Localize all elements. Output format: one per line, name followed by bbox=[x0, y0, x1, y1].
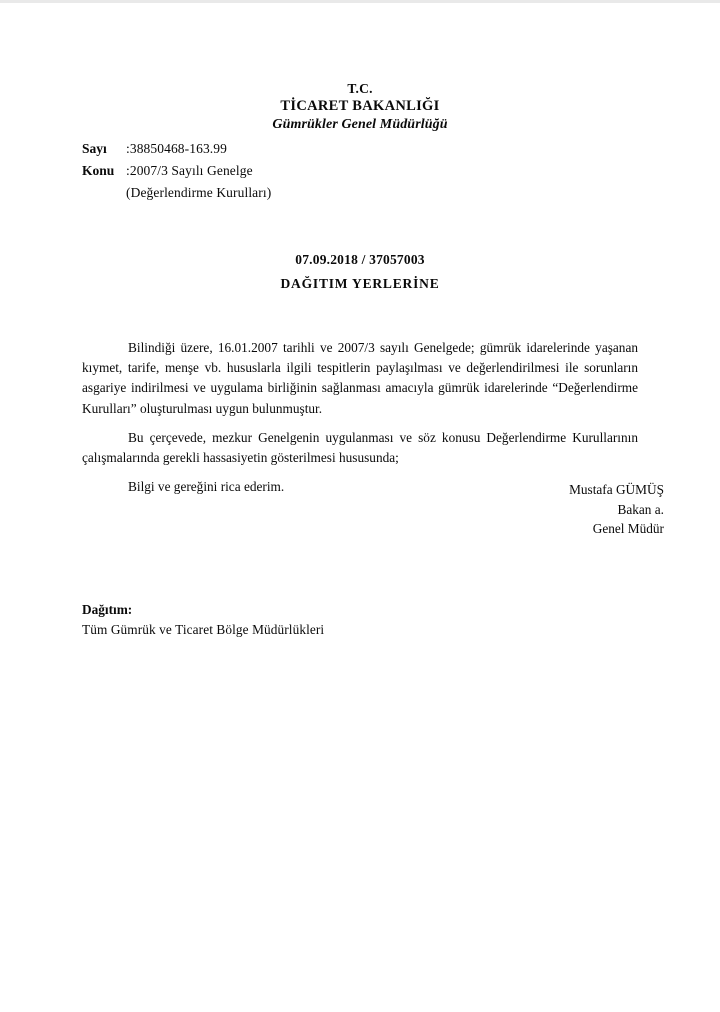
signature-block bbox=[382, 480, 664, 539]
meta-row-sayi bbox=[82, 138, 271, 160]
signatory-title-line-2: Genel Müdür bbox=[592, 521, 664, 537]
meta-value-konu-subject: (Değerlendirme Kurulları) bbox=[126, 184, 272, 200]
body-paragraph: Bilgi ve gereğini rica ederim. bbox=[128, 479, 285, 495]
document-date-and-number: 07.09.2018 / 37057003 bbox=[295, 252, 425, 267]
distribution-block bbox=[82, 600, 324, 640]
page-top-edge bbox=[0, 0, 720, 3]
letterhead-line-tc: T.C. bbox=[347, 81, 373, 96]
meta-row-konu bbox=[82, 160, 271, 182]
body-paragraph: Bu çerçevede, mezkur Genelgenin uygulanması ve söz konusu Değerlendirme Kurullarının çalışmalarında gerekli hassasiyetin gösterilmesi hususunda; bbox=[82, 429, 638, 466]
meta-value-sayi: :38850468-163.99 bbox=[126, 141, 227, 156]
meta-value-konu: :2007/3 Sayılı Genelge bbox=[126, 162, 253, 178]
body-paragraph: Bilindiği üzere, 16.01.2007 tarihli ve 2007/3 sayılı Genelgede; gümrük idarelerinde yaşanan kıymet, tarife, menşe vb. hususlarla ilgili tespitlerin paylaşılması ve değerlendirilmesi ile sorunların asgariye indirilmesi ve uygulama birliğinin sağlanması amacıyla gümrük idarelerinde “Değerlendirme Kurulları” oluşturulması uygun bulunmuştur. bbox=[82, 340, 638, 416]
signatory-name: Mustafa GÜMÜŞ bbox=[569, 482, 664, 497]
document-recipient: DAĞITIM YERLERİNE bbox=[280, 275, 440, 291]
meta-label-konu: Konu bbox=[82, 162, 115, 178]
document-body bbox=[82, 338, 638, 497]
distribution-item: Tüm Gümrük ve Ticaret Bölge Müdürlükleri bbox=[82, 621, 325, 637]
letterhead bbox=[0, 80, 720, 134]
document-meta bbox=[82, 138, 271, 204]
meta-label-sayi: Sayı bbox=[82, 141, 107, 156]
distribution-title: Dağıtım: bbox=[82, 602, 133, 617]
signatory-title-line-1: Bakan a. bbox=[617, 501, 664, 517]
addressee-block bbox=[0, 248, 720, 295]
letterhead-line-directorate: Gümrükler Genel Müdürlüğü bbox=[272, 116, 448, 132]
letterhead-line-ministry: TİCARET BAKANLIĞI bbox=[280, 98, 440, 115]
